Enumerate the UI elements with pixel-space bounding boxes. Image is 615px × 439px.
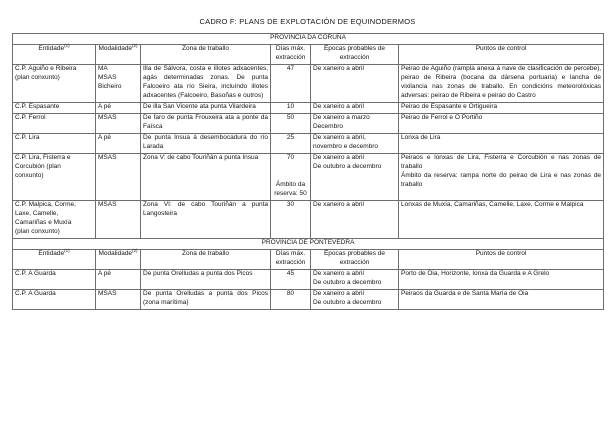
cell-line: C.P. A Guarda [15,269,56,277]
cell-line: MA [98,64,108,72]
cell-line: C.P. Aguiño e Ribeira [15,64,77,72]
table-row [13,113,604,133]
cell-entidade [13,133,96,153]
cell-puntos [399,153,604,200]
cell-line: Corcubión (plan [15,162,61,170]
column-header [13,44,96,64]
cell-line: Illa de Sálvora, costa e illotes adxacentes, agás determinadas zonas. De punta Falcoeiro ata río Sieira, incluíndo illotes adxacentes (Falcoeiro, Basoñas e outros) [143,64,268,99]
cell-line: De outubro a decembro [313,298,382,306]
cell-line: De outubro a decembro [313,278,382,286]
cell-puntos [399,64,604,102]
header-row [13,249,604,269]
cell-epocas [311,113,399,133]
cell-line: De xaneiro a marzo [313,113,370,121]
cell-dias [271,289,311,309]
cell-modalidade [96,113,141,133]
cell-dias [271,133,311,153]
header-line: extracción [275,53,306,61]
cell-epocas [311,133,399,153]
header-footnote-marker: (1) [64,42,70,48]
column-header [271,249,311,269]
cell-modalidade [96,289,141,309]
cell-zona [141,200,271,238]
table-row [13,153,604,200]
cell-line: 45 [286,269,295,277]
cell-dias [271,153,311,200]
cell-line: Peirao de Aguiño (rampla anexa á nave de clasificación de percebe), peirao de Ribeira (bocana da dársena portuaria) e lancha de vixilancia nas zonas de traballo. En condicións meteorolóxicas adversas: peirao de Ribeira e peirao do Castro [401,64,602,99]
cell-epocas [311,289,399,309]
table-row [13,289,604,309]
header-line: Modalidade$^{(2)}$ [98,42,138,52]
cell-epocas [311,200,399,238]
cell-line: De xaneiro a abril [313,200,364,208]
section-row [13,34,604,45]
header-line: Entidade$^{(1)}$ [38,247,70,257]
cell-line: MSAS [98,289,117,297]
cell-line: (plan conxunto) [15,227,60,235]
column-header [399,249,604,269]
cell-line: conxunto) [15,171,44,179]
cell-line: C.P. A Guarda [15,289,56,297]
cell-modalidade [96,200,141,238]
cell-line: A pé [98,102,112,110]
cell-line [273,172,308,181]
header-footnote-marker: (2) [132,42,138,48]
cell-zona [141,269,271,289]
cell-entidade [13,64,96,102]
cell-line: Ámbito da reserva: rampa norte do peirao de Lira e nas zonas de traballo [401,171,602,188]
header-line: Días máx. [275,44,306,52]
cell-zona [141,289,271,309]
cell-line: 80 [286,289,295,297]
cell-entidade [13,269,96,289]
cell-line: Lonxa de Lira [401,133,441,141]
cell-entidade [13,113,96,133]
cell-line: Lonxas de Muxía, Camariñas, Camelle, Laxe, Corme e Malpica [401,200,584,208]
cell-line: Decembro [313,122,343,130]
cell-line: De faro de punta Frouxeira ata a ponte da Faísca [143,113,268,130]
cell-line: De xaneiro a abril [313,269,364,277]
cell-line: MSAS [98,200,117,208]
column-header [96,44,141,64]
page-title: CADRO F: PLANS DE EXPLOTACIÓN DE EQUINODERMOS [199,17,416,26]
cell-modalidade [96,269,141,289]
cell-line: A pé [98,133,112,141]
column-header [399,44,604,64]
cell-line: De outubro a decembro [313,162,382,170]
header-line: Zona de traballo [182,249,229,257]
header-line: Puntos de control [475,249,527,257]
section-header: PROVINCIA DA CORUÑA [13,34,604,45]
header-line: extracción [339,258,370,266]
cell-line: De punta Orelludas a punta dos Picos [143,269,253,277]
cell-puntos [399,200,604,238]
header-line: Zona de traballo [182,44,229,52]
cell-epocas [311,269,399,289]
column-header [141,44,271,64]
cell-line: 10 [286,102,295,110]
column-header [271,44,311,64]
cell-line: De punta Orelludas a punta dos Picos (zona marítima) [143,289,268,306]
cell-entidade [13,102,96,113]
cell-epocas [311,153,399,200]
cell-line: Ámbito da reserva: 50 [274,180,307,197]
header-line: Épocas probables de [323,44,386,52]
cell-line: Zona VI: de cabo Touriñán a punta Langosteira [143,200,268,217]
cell-puntos [399,133,604,153]
table-row [13,133,604,153]
column-header [96,249,141,269]
cell-modalidade [96,133,141,153]
section-row [13,238,604,249]
cell-dias [271,64,311,102]
section-header: PROVINCIA DE PONTEVEDRA [13,238,604,249]
cell-line: Peiraos da Guarda e de Santa María de Oia [401,289,529,297]
cell-line: De xaneiro a abril, [313,133,366,141]
cell-line: 70 [286,153,295,161]
cell-line: A pé [98,269,112,277]
cell-puntos [399,113,604,133]
cell-line: MSAS [98,153,117,161]
cell-line: novembro e decembro [313,142,379,150]
header-footnote-marker: (1) [64,247,70,253]
cell-line: Peirao de Espasante e Ortigueira [401,102,498,110]
cell-zona [141,113,271,133]
cell-puntos [399,289,604,309]
table-row [13,102,604,113]
cell-modalidade [96,153,141,200]
cell-line: De illa San Vicente ata punta Vilardeira [143,102,256,110]
cell-dias [271,102,311,113]
header-line: extracción [339,53,370,61]
header-line: Entidade$^{(1)}$ [38,42,70,52]
cell-dias [271,269,311,289]
cell-line: 50 [286,113,295,121]
cell-line: De xaneiro a abril [313,289,364,297]
cell-line: Zona V: de cabo Touriñán a punta Insua [143,153,259,161]
cell-line: Peiraos e lonxas de Lira, Fisterra e Corcubión e nas zonas de traballo [401,153,602,170]
header-line: Modalidade$^{(2)}$ [98,247,138,257]
cell-dias [271,200,311,238]
cell-line: 47 [286,64,295,72]
cell-line: Porto de Oia, Horizonte, lonxa da Guarda e A Grelo [401,269,550,277]
cell-line: MSAS [98,73,117,81]
table-body [13,34,604,310]
table-row [13,64,604,102]
cell-entidade [13,200,96,238]
cell-puntos [399,102,604,113]
cell-line: C.P. Malpica, Corme, [15,200,76,208]
cell-zona [141,153,271,200]
header-footnote-marker: (2) [132,247,138,253]
cell-zona [141,133,271,153]
cell-puntos [399,269,604,289]
cell-zona [141,64,271,102]
cell-epocas [311,102,399,113]
cell-line: C.P. Lira, Fisterra e [15,153,71,161]
cell-line: C.P. Lira [15,133,40,141]
cell-modalidade [96,102,141,113]
cell-line: 25 [286,133,295,141]
table-row [13,200,604,238]
cell-entidade [13,289,96,309]
cell-epocas [311,64,399,102]
column-header [311,44,399,64]
header-line: Días máx. [275,249,306,257]
header-row [13,44,604,64]
cell-line: Peirao de Ferrol e O Portiño [401,113,483,121]
column-header [141,249,271,269]
header-line: Épocas probables de [323,249,386,257]
cell-dias [271,113,311,133]
column-header [311,249,399,269]
cell-line: MSAS [98,113,117,121]
cell-entidade [13,153,96,200]
cell-line: C.P. Espasante [15,102,60,110]
exploitation-plans-table [12,33,604,310]
header-line: extracción [275,258,306,266]
cell-line: Bicheiro [98,82,122,90]
cell-line: De xaneiro a abril [313,102,364,110]
cell-line [273,163,308,172]
cell-modalidade [96,64,141,102]
header-line: Puntos de control [475,44,527,52]
cell-line: De xaneiro a abril [313,64,364,72]
table-row [13,269,604,289]
cell-line: Camariñas e Muxía [15,218,72,226]
cell-zona [141,102,271,113]
cell-line: 30 [286,200,295,208]
cell-line: (plan conxunto) [15,73,60,81]
cell-line: Laxe, Camelle, [15,209,59,217]
cell-line: De xaneiro a abril [313,153,364,161]
cell-line: De punta Insua á desembocadura do río Larada [143,133,268,150]
column-header [13,249,96,269]
cell-line: C.P. Ferrol [15,113,46,121]
